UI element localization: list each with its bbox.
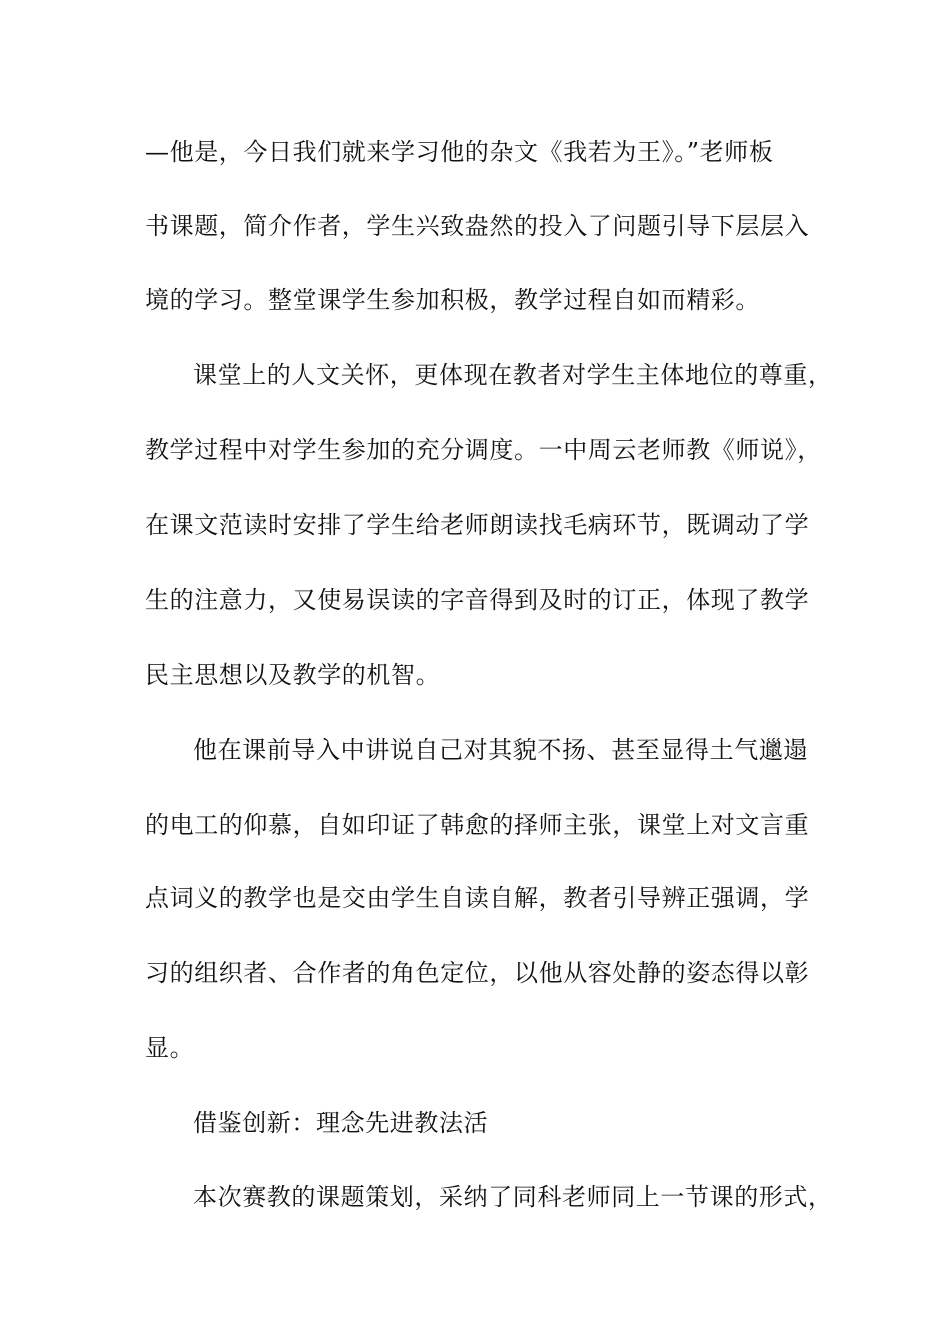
text-line: 书课题，简介作者，学生兴致盎然的投入了问题引导下层层入 [145,212,810,240]
paragraph-first-line: 他在课前导入中讲说自己对其貌不扬、甚至显得土气邋遢 [193,736,808,764]
paragraph-first-line: 本次赛教的课题策划，采纳了同科老师同上一节课的形式， [193,1183,833,1211]
section-heading: 借鉴创新：理念先进教法活 [193,1109,489,1137]
text-line: 生的注意力，又使易误读的字音得到及时的订正，体现了教学 [145,586,810,614]
text-line: 民主思想以及教学的机智。 [145,661,441,689]
text-line: 境的学习。整堂课学生参加积极，教学过程自如而精彩。 [145,286,760,314]
text-line: 显。 [145,1034,195,1062]
text-line: 在课文范读时安排了学生给老师朗读找毛病环节，既调动了学 [145,511,810,539]
text-line: 习的组织者、合作者的角色定位，以他从容处静的姿态得以彰 [145,959,810,987]
text-line: —他是，今日我们就来学习他的杂文《我若为王》。”老师板 [145,138,774,166]
paragraph-first-line: 课堂上的人文关怀，更体现在教者对学生主体地位的尊重， [193,361,833,389]
text-line: 点词义的教学也是交由学生自读自解，教者引导辨正强调，学 [145,884,810,912]
text-line: 的电工的仰慕，自如印证了韩愈的择师主张，课堂上对文言重 [145,811,810,839]
text-line: 教学过程中对学生参加的充分调度。一中周云老师教《师说》， [145,436,822,464]
